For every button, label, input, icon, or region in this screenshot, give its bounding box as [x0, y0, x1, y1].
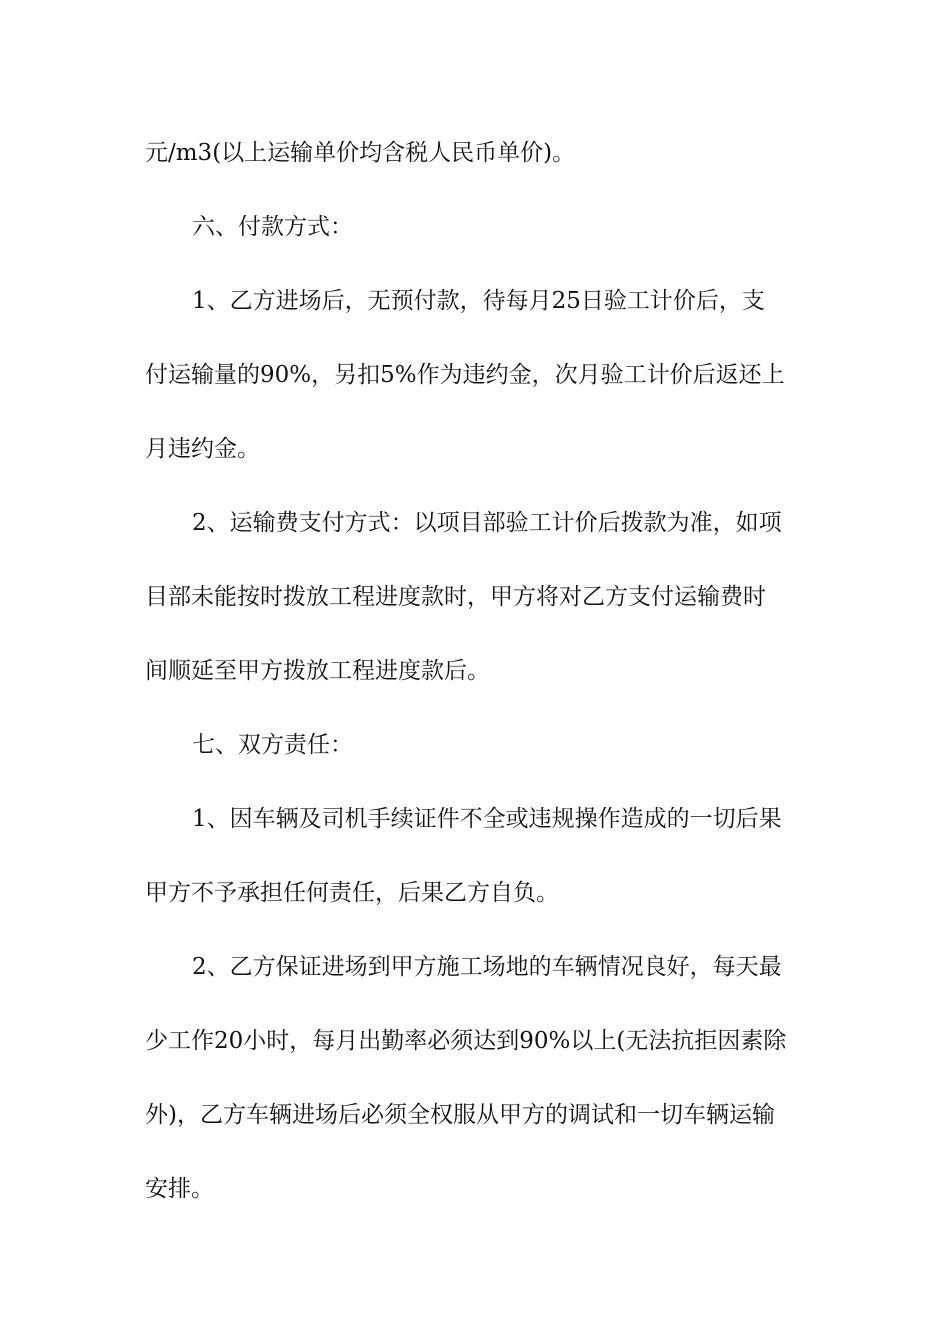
text-line: 少工作20小时，每月出勤率必须达到90%以上(无法抗拒因素除 — [145, 1028, 787, 1054]
text-line: 2、乙方保证进场到甲方施工场地的车辆情况良好，每天最 — [192, 954, 782, 980]
section-heading-payment: 六、付款方式： — [192, 214, 353, 240]
text-line: 月违约金。 — [145, 436, 260, 462]
text-line: 目部未能按时拨放工程进度款时，甲方将对乙方支付运输费时 — [145, 584, 766, 610]
text-line: 元/m3(以上运输单价均含税人民币单价)。 — [145, 140, 576, 166]
text-line: 甲方不予承担任何责任，后果乙方自负。 — [145, 880, 559, 906]
text-line: 安排。 — [145, 1176, 214, 1202]
text-line: 外)，乙方车辆进场后必须全权服从甲方的调试和一切车辆运输 — [145, 1102, 775, 1128]
section-heading-responsibilities: 七、双方责任： — [192, 732, 353, 758]
text-line: 2、运输费支付方式：以项目部验工计价后拨款为准，如项 — [192, 510, 782, 536]
text-line: 1、因车辆及司机手续证件不全或违规操作造成的一切后果 — [192, 806, 782, 832]
text-line: 付运输量的90%，另扣5%作为违约金，次月验工计价后返还上 — [145, 362, 785, 388]
text-line: 间顺延至甲方拨放工程进度款后。 — [145, 658, 490, 684]
text-line: 1、乙方进场后，无预付款，待每月25日验工计价后，支 — [192, 288, 765, 314]
